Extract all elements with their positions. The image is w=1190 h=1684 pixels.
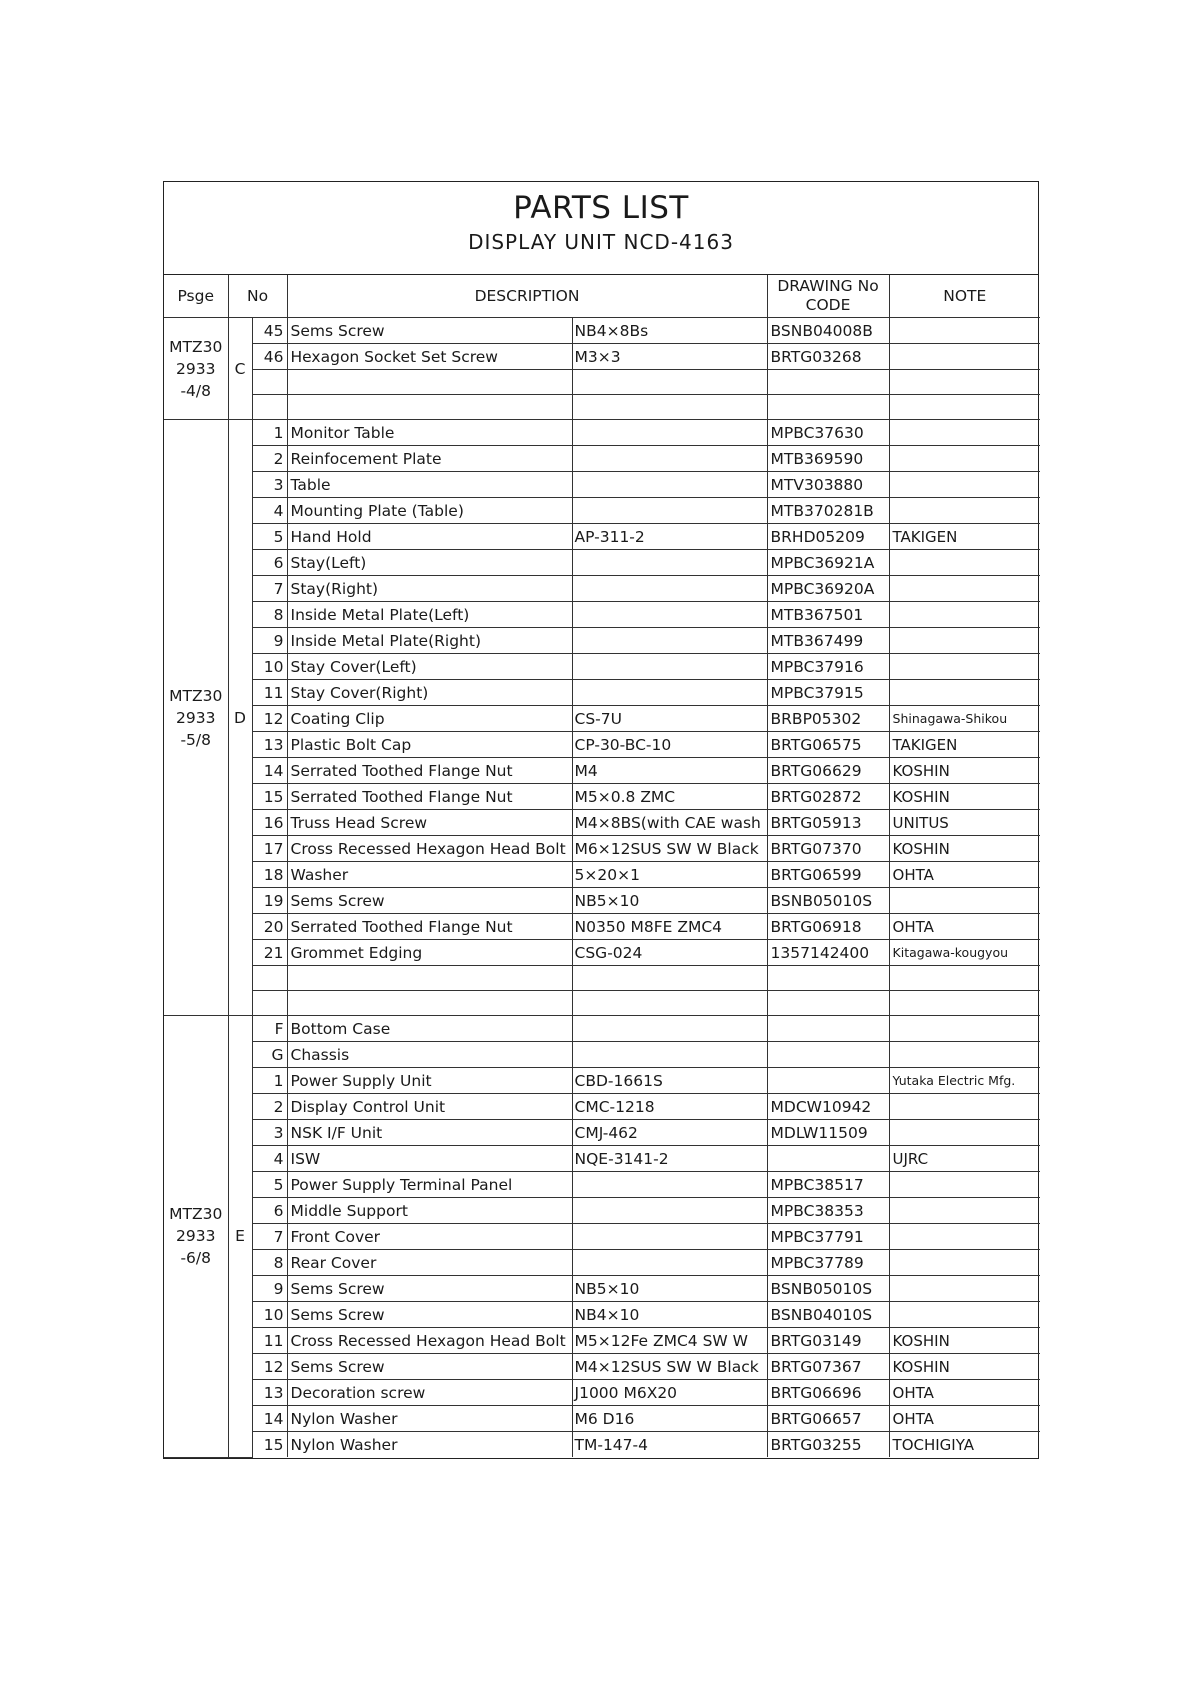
table-row [164, 888, 1040, 914]
table-row [164, 1016, 1040, 1042]
item-name: Stay Cover(Right) [287, 680, 572, 706]
item-name: Stay(Left) [287, 550, 572, 576]
drawing-code: BRTG06575 [767, 732, 889, 758]
item-name: Cross Recessed Hexagon Head Bolt [287, 1328, 572, 1354]
drawing-code: MTV303880 [767, 472, 889, 498]
item-number [252, 991, 287, 1016]
item-note [889, 1042, 1040, 1068]
drawing-code: MPBC38517 [767, 1172, 889, 1198]
item-note [889, 1094, 1040, 1120]
table-row [164, 1042, 1040, 1068]
drawing-code: MTB367499 [767, 628, 889, 654]
item-number: 11 [252, 680, 287, 706]
item-number: 10 [252, 1302, 287, 1328]
item-note [889, 370, 1040, 395]
item-spec: TM-147-4 [572, 1432, 767, 1458]
drawing-code: MPBC37916 [767, 654, 889, 680]
page-ref-line: -6/8 [180, 1249, 212, 1268]
item-spec [572, 654, 767, 680]
item-note: OHTA [889, 1406, 1040, 1432]
col-header-drawing-code [767, 275, 889, 318]
item-spec [572, 602, 767, 628]
document-title: PARTS LIST [513, 190, 689, 226]
item-note [889, 602, 1040, 628]
item-name: Inside Metal Plate(Left) [287, 602, 572, 628]
item-number: 2 [252, 446, 287, 472]
col-header-page: Psge [164, 275, 228, 318]
item-note [889, 395, 1040, 420]
table-row [164, 524, 1040, 550]
table-row [164, 680, 1040, 706]
item-number: 9 [252, 628, 287, 654]
item-spec [572, 680, 767, 706]
item-note [889, 1016, 1040, 1042]
item-note: OHTA [889, 914, 1040, 940]
item-name [287, 395, 572, 420]
drawing-code: BRTG02872 [767, 784, 889, 810]
table-row [164, 758, 1040, 784]
page-ref-cell [164, 420, 228, 1016]
drawing-code [767, 1068, 889, 1094]
drawing-code: BRTG05913 [767, 810, 889, 836]
item-spec: NB4×8Bs [572, 318, 767, 344]
drawing-code: 1357142400 [767, 940, 889, 966]
table-row [164, 1380, 1040, 1406]
page-ref-line: MTZ30 [169, 686, 223, 705]
item-number: 20 [252, 914, 287, 940]
item-name: Plastic Bolt Cap [287, 732, 572, 758]
item-number: 5 [252, 524, 287, 550]
item-number: 5 [252, 1172, 287, 1198]
item-note [889, 472, 1040, 498]
item-spec: CMJ-462 [572, 1120, 767, 1146]
table-row [164, 1146, 1040, 1172]
item-spec: M4×12SUS SW W Black [572, 1354, 767, 1380]
header-row [164, 275, 1040, 318]
item-name: Sems Screw [287, 888, 572, 914]
title-block [164, 182, 1038, 275]
item-note [889, 576, 1040, 602]
item-name [287, 966, 572, 991]
item-spec [572, 370, 767, 395]
table-row [164, 862, 1040, 888]
item-note: Yutaka Electric Mfg. [889, 1068, 1040, 1094]
drawing-code: BSNB05010S [767, 888, 889, 914]
item-number: 18 [252, 862, 287, 888]
col-header-drawing-code-line1: DRAWING No [777, 277, 879, 295]
table-row [164, 1406, 1040, 1432]
table-row [164, 706, 1040, 732]
item-note: UNITUS [889, 810, 1040, 836]
item-name: Nylon Washer [287, 1406, 572, 1432]
page-ref-cell [164, 318, 228, 420]
item-name: Stay(Right) [287, 576, 572, 602]
item-spec: 5×20×1 [572, 862, 767, 888]
item-note [889, 991, 1040, 1016]
drawing-code: BRTG03255 [767, 1432, 889, 1458]
table-row [164, 836, 1040, 862]
table-row [164, 1354, 1040, 1380]
item-note: KOSHIN [889, 1328, 1040, 1354]
item-name: Serrated Toothed Flange Nut [287, 758, 572, 784]
table-row [164, 1094, 1040, 1120]
item-spec: AP-311-2 [572, 524, 767, 550]
item-spec [572, 420, 767, 446]
item-note [889, 498, 1040, 524]
item-spec [572, 966, 767, 991]
item-spec: CP-30-BC-10 [572, 732, 767, 758]
col-header-drawing-code-line2: CODE [805, 296, 851, 314]
item-spec [572, 446, 767, 472]
page-ref-line: MTZ30 [169, 337, 223, 356]
table-row [164, 966, 1040, 991]
item-spec [572, 1224, 767, 1250]
col-header-description: DESCRIPTION [287, 275, 767, 318]
item-name: Monitor Table [287, 420, 572, 446]
item-spec: M4 [572, 758, 767, 784]
item-number: 19 [252, 888, 287, 914]
item-number: 14 [252, 1406, 287, 1432]
table-row [164, 1250, 1040, 1276]
item-number: 1 [252, 1068, 287, 1094]
item-name: Table [287, 472, 572, 498]
table-row [164, 602, 1040, 628]
item-name: Nylon Washer [287, 1432, 572, 1458]
table-row [164, 550, 1040, 576]
item-name: Sems Screw [287, 1302, 572, 1328]
item-note: OHTA [889, 862, 1040, 888]
item-note [889, 550, 1040, 576]
table-row [164, 1432, 1040, 1458]
item-name: Stay Cover(Left) [287, 654, 572, 680]
item-spec: CS-7U [572, 706, 767, 732]
item-name: Reinfocement Plate [287, 446, 572, 472]
item-spec: NB5×10 [572, 1276, 767, 1302]
item-note [889, 1302, 1040, 1328]
drawing-code: MPBC37789 [767, 1250, 889, 1276]
item-number: 4 [252, 1146, 287, 1172]
drawing-code: BRTG06696 [767, 1380, 889, 1406]
item-number: 8 [252, 1250, 287, 1276]
item-name: Front Cover [287, 1224, 572, 1250]
item-note: TAKIGEN [889, 524, 1040, 550]
drawing-code [767, 1016, 889, 1042]
item-note: UJRC [889, 1146, 1040, 1172]
item-note: KOSHIN [889, 836, 1040, 862]
section-letter: E [228, 1016, 252, 1458]
item-note [889, 680, 1040, 706]
drawing-code: MDCW10942 [767, 1094, 889, 1120]
item-number: 9 [252, 1276, 287, 1302]
drawing-code: BRBP05302 [767, 706, 889, 732]
item-number: 11 [252, 1328, 287, 1354]
drawing-code: BSNB04010S [767, 1302, 889, 1328]
item-spec [572, 1198, 767, 1224]
page-ref-line: 2933 [176, 1227, 216, 1246]
drawing-code [767, 966, 889, 991]
drawing-code: MPBC36920A [767, 576, 889, 602]
item-note [889, 1276, 1040, 1302]
item-name: Bottom Case [287, 1016, 572, 1042]
item-name: Power Supply Terminal Panel [287, 1172, 572, 1198]
item-number: 4 [252, 498, 287, 524]
col-header-note: NOTE [889, 275, 1040, 318]
item-name: Washer [287, 862, 572, 888]
item-name: Hand Hold [287, 524, 572, 550]
table-row [164, 940, 1040, 966]
table-row [164, 472, 1040, 498]
table-row [164, 810, 1040, 836]
table-row [164, 370, 1040, 395]
item-spec [572, 550, 767, 576]
table-row [164, 1198, 1040, 1224]
table-row [164, 732, 1040, 758]
table-row [164, 1172, 1040, 1198]
item-note [889, 1120, 1040, 1146]
table-row [164, 344, 1040, 370]
drawing-code: BRTG06629 [767, 758, 889, 784]
item-name: Power Supply Unit [287, 1068, 572, 1094]
item-note: KOSHIN [889, 758, 1040, 784]
table-row [164, 1328, 1040, 1354]
item-spec: M3×3 [572, 344, 767, 370]
drawing-code: BRTG03149 [767, 1328, 889, 1354]
drawing-code: BSNB05010S [767, 1276, 889, 1302]
item-note [889, 344, 1040, 370]
item-spec: M6×12SUS SW W Black [572, 836, 767, 862]
item-name: Grommet Edging [287, 940, 572, 966]
item-number: 15 [252, 784, 287, 810]
drawing-code [767, 1146, 889, 1172]
table-row [164, 1302, 1040, 1328]
item-note [889, 420, 1040, 446]
page-ref-line: -4/8 [180, 381, 212, 400]
item-note: KOSHIN [889, 784, 1040, 810]
col-header-no: No [228, 275, 287, 318]
drawing-code: BRTG06599 [767, 862, 889, 888]
item-spec [572, 991, 767, 1016]
item-number: 15 [252, 1432, 287, 1458]
item-spec [572, 1250, 767, 1276]
table-row [164, 1120, 1040, 1146]
drawing-code: MPBC36921A [767, 550, 889, 576]
item-spec: M4×8BS(with CAE wash [572, 810, 767, 836]
item-name: Rear Cover [287, 1250, 572, 1276]
drawing-code: MDLW11509 [767, 1120, 889, 1146]
drawing-code: BRHD05209 [767, 524, 889, 550]
item-number: 6 [252, 1198, 287, 1224]
table-row [164, 784, 1040, 810]
item-name: Cross Recessed Hexagon Head Bolt [287, 836, 572, 862]
page-ref-cell [164, 1016, 228, 1458]
item-number: 21 [252, 940, 287, 966]
table-row [164, 628, 1040, 654]
item-spec: M5×12Fe ZMC4 SW W [572, 1328, 767, 1354]
table-row [164, 498, 1040, 524]
item-name: Hexagon Socket Set Screw [287, 344, 572, 370]
drawing-code: MPBC37630 [767, 420, 889, 446]
item-name: Display Control Unit [287, 1094, 572, 1120]
table-row [164, 1068, 1040, 1094]
section-letter: C [228, 318, 252, 420]
drawing-code: MPBC37791 [767, 1224, 889, 1250]
item-note [889, 628, 1040, 654]
item-note [889, 1224, 1040, 1250]
item-number: 3 [252, 472, 287, 498]
drawing-code: MTB369590 [767, 446, 889, 472]
item-note [889, 888, 1040, 914]
item-number: G [252, 1042, 287, 1068]
page-ref-line: -5/8 [180, 730, 212, 749]
item-spec: NQE-3141-2 [572, 1146, 767, 1172]
document-subtitle: DISPLAY UNIT NCD-4163 [468, 230, 734, 254]
item-number: 17 [252, 836, 287, 862]
parts-list-sheet [163, 181, 1039, 1459]
item-number [252, 395, 287, 420]
parts-body [164, 318, 1040, 1458]
item-number: 45 [252, 318, 287, 344]
item-name: Mounting Plate (Table) [287, 498, 572, 524]
table-row [164, 318, 1040, 344]
drawing-code: BSNB04008B [767, 318, 889, 344]
drawing-code: MPBC38353 [767, 1198, 889, 1224]
item-spec [572, 1042, 767, 1068]
item-spec: NB5×10 [572, 888, 767, 914]
item-note: TAKIGEN [889, 732, 1040, 758]
item-spec [572, 576, 767, 602]
item-note [889, 446, 1040, 472]
table-row [164, 420, 1040, 446]
table-row [164, 576, 1040, 602]
drawing-code: BRTG03268 [767, 344, 889, 370]
item-spec: NB4×10 [572, 1302, 767, 1328]
table-row [164, 1276, 1040, 1302]
item-number: 7 [252, 576, 287, 602]
drawing-code: BRTG06657 [767, 1406, 889, 1432]
table-row [164, 654, 1040, 680]
item-note [889, 1250, 1040, 1276]
drawing-code: MPBC37915 [767, 680, 889, 706]
item-number: 13 [252, 1380, 287, 1406]
item-number: 46 [252, 344, 287, 370]
page-ref-line: MTZ30 [169, 1205, 223, 1224]
item-spec: N0350 M8FE ZMC4 [572, 914, 767, 940]
item-name [287, 370, 572, 395]
drawing-code [767, 370, 889, 395]
item-spec [572, 1172, 767, 1198]
item-number: F [252, 1016, 287, 1042]
item-name: Serrated Toothed Flange Nut [287, 914, 572, 940]
item-spec: M5×0.8 ZMC [572, 784, 767, 810]
parts-table [164, 275, 1040, 1458]
item-number: 8 [252, 602, 287, 628]
item-note: TOCHIGIYA [889, 1432, 1040, 1458]
table-row [164, 991, 1040, 1016]
item-note [889, 1198, 1040, 1224]
table-row [164, 914, 1040, 940]
table-row [164, 446, 1040, 472]
item-number [252, 966, 287, 991]
table-row [164, 395, 1040, 420]
item-number [252, 370, 287, 395]
item-name: Chassis [287, 1042, 572, 1068]
section-letter: D [228, 420, 252, 1016]
item-spec [572, 1016, 767, 1042]
item-spec [572, 628, 767, 654]
drawing-code: BRTG06918 [767, 914, 889, 940]
item-note [889, 1172, 1040, 1198]
item-number: 2 [252, 1094, 287, 1120]
page-ref-line: 2933 [176, 359, 216, 378]
drawing-code [767, 991, 889, 1016]
item-note: KOSHIN [889, 1354, 1040, 1380]
item-note [889, 966, 1040, 991]
item-number: 1 [252, 420, 287, 446]
item-name: Coating Clip [287, 706, 572, 732]
drawing-code [767, 1042, 889, 1068]
item-spec: CSG-024 [572, 940, 767, 966]
item-name: NSK I/F Unit [287, 1120, 572, 1146]
item-name [287, 991, 572, 1016]
item-number: 14 [252, 758, 287, 784]
item-name: Decoration screw [287, 1380, 572, 1406]
table-row [164, 1224, 1040, 1250]
item-note [889, 318, 1040, 344]
item-spec: CBD-1661S [572, 1068, 767, 1094]
drawing-code: MTB367501 [767, 602, 889, 628]
drawing-code: MTB370281B [767, 498, 889, 524]
item-name: Truss Head Screw [287, 810, 572, 836]
item-number: 12 [252, 1354, 287, 1380]
item-spec [572, 472, 767, 498]
item-note: Shinagawa-Shikou [889, 706, 1040, 732]
item-spec: M6 D16 [572, 1406, 767, 1432]
item-name: Inside Metal Plate(Right) [287, 628, 572, 654]
drawing-code: BRTG07367 [767, 1354, 889, 1380]
item-spec [572, 395, 767, 420]
item-number: 13 [252, 732, 287, 758]
drawing-code: BRTG07370 [767, 836, 889, 862]
item-spec: CMC-1218 [572, 1094, 767, 1120]
item-name: ISW [287, 1146, 572, 1172]
drawing-code [767, 395, 889, 420]
item-number: 6 [252, 550, 287, 576]
page-ref-line: 2933 [176, 708, 216, 727]
item-note [889, 654, 1040, 680]
item-name: Serrated Toothed Flange Nut [287, 784, 572, 810]
item-name: Sems Screw [287, 318, 572, 344]
item-name: Sems Screw [287, 1354, 572, 1380]
item-spec [572, 498, 767, 524]
item-number: 7 [252, 1224, 287, 1250]
item-note: OHTA [889, 1380, 1040, 1406]
item-number: 16 [252, 810, 287, 836]
item-number: 10 [252, 654, 287, 680]
item-name: Sems Screw [287, 1276, 572, 1302]
item-note: Kitagawa-kougyou [889, 940, 1040, 966]
item-number: 3 [252, 1120, 287, 1146]
item-spec: J1000 M6X20 [572, 1380, 767, 1406]
item-number: 12 [252, 706, 287, 732]
item-name: Middle Support [287, 1198, 572, 1224]
